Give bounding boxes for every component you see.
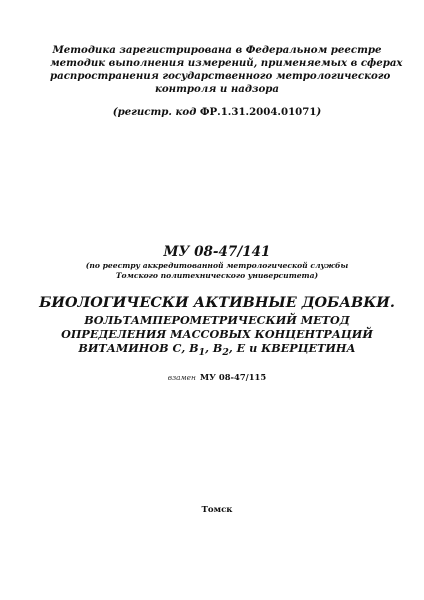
replaces-line: [40, 372, 394, 382]
vitamins-prefix: ВИТАМИНОВ С, В: [78, 341, 199, 355]
document-title: БИОЛОГИЧЕСКИ АКТИВНЫЕ ДОБАВКИ.: [39, 294, 395, 311]
vitamins-mid: , В: [205, 341, 223, 355]
registry-statement: [50, 44, 403, 96]
registry-line-1: Методика зарегистрирована в Федеральном реестре: [52, 44, 382, 56]
subscript-1: 1: [198, 347, 206, 359]
publication-city: Томск: [201, 505, 233, 515]
registry-line-3: распространения государственного метрологического: [50, 70, 391, 82]
document-note-line-2: Томского политехнического университета): [115, 271, 319, 280]
registry-code-value: ФР.1.31.2004.01071: [199, 106, 317, 118]
replaces-value: МУ 08-47/115: [199, 372, 267, 382]
document-subtitle: [30, 313, 404, 360]
subtitle-line-2: ОПРЕДЕЛЕНИЯ МАССОВЫХ КОНЦЕНТРАЦИЙ: [61, 327, 373, 341]
vitamins-suffix: , Е и КВЕРЦЕТИНА: [228, 341, 356, 355]
subtitle-line-1: ВОЛЬТАМПЕРОМЕТРИЧЕСКИЙ МЕТОД: [84, 313, 350, 327]
document-number-note: [40, 261, 394, 281]
registry-code: [40, 106, 394, 118]
registry-code-prefix: (регистр. код: [112, 106, 200, 118]
registry-line-4: контроля и надзора: [154, 83, 279, 95]
replaces-label: взамен: [167, 373, 196, 382]
registry-code-suffix: ): [316, 106, 322, 118]
registry-line-2: методик выполнения измерений, применяемых в сферах: [50, 57, 403, 69]
subscript-2: 2: [222, 347, 229, 359]
document-number: МУ 08-47/141: [163, 244, 271, 260]
document-note-line-1: (по реестру аккредитованной метрологической службы: [85, 261, 349, 270]
subtitle-line-3: [30, 341, 404, 360]
